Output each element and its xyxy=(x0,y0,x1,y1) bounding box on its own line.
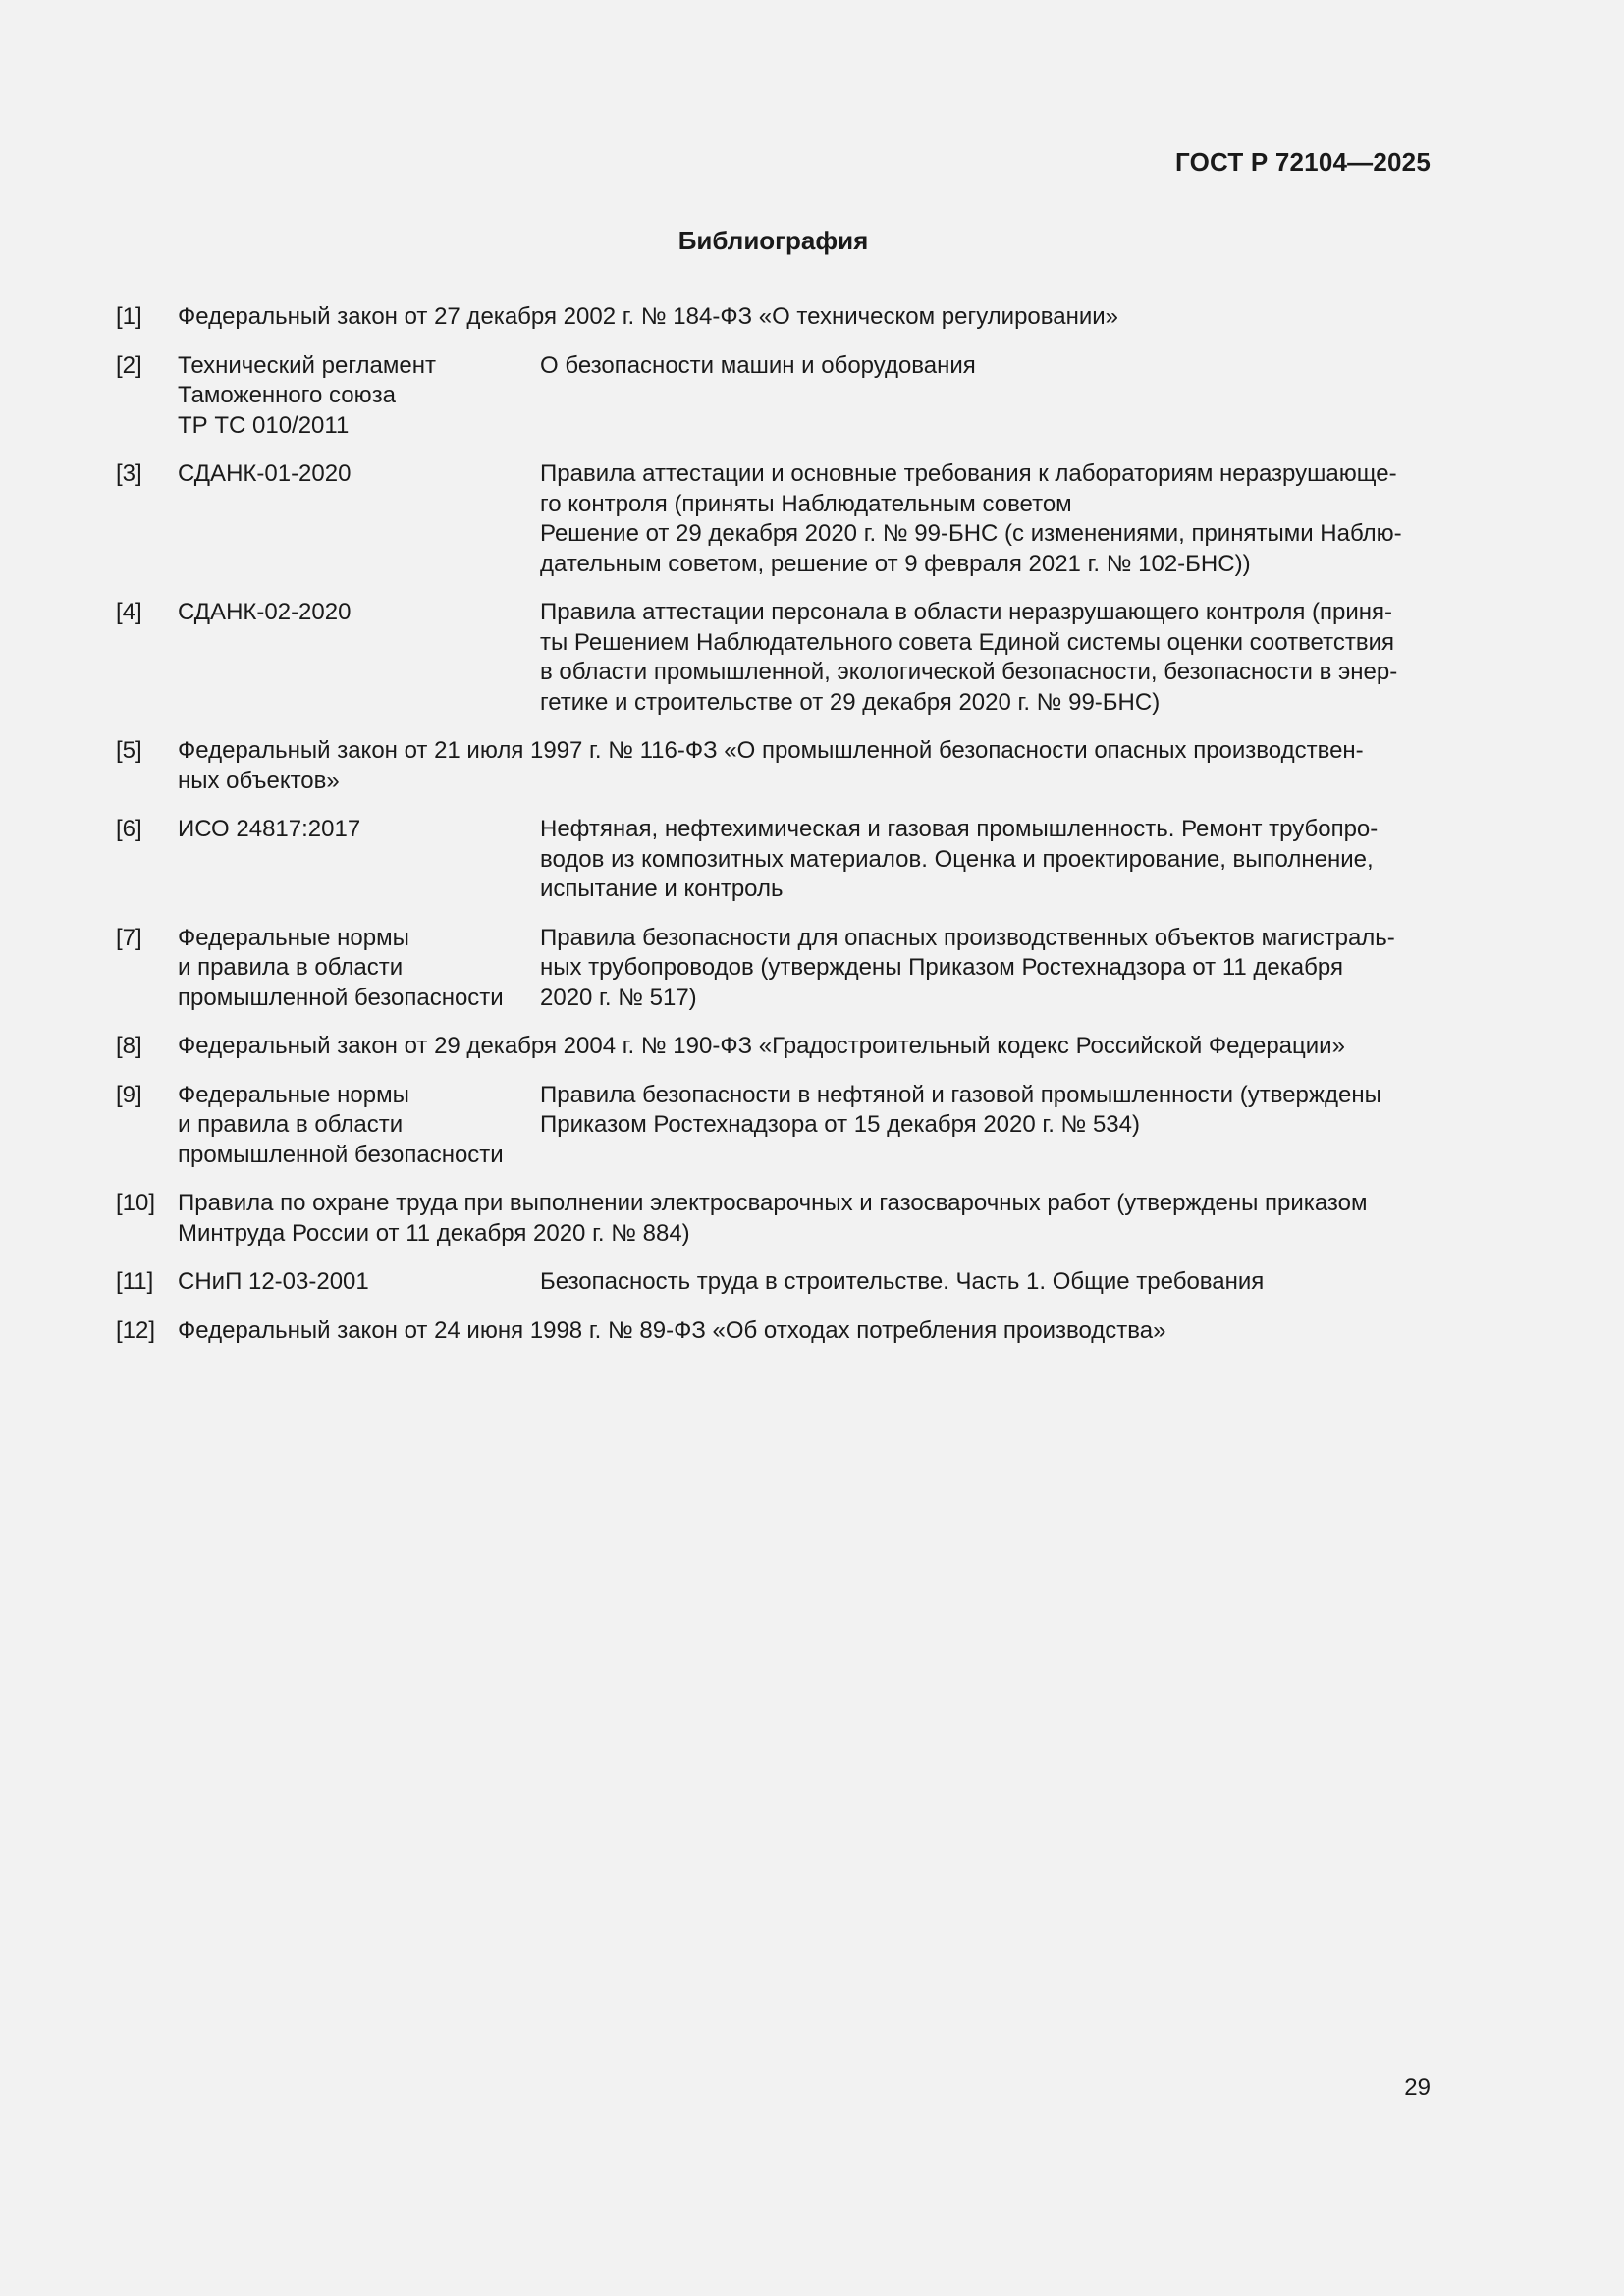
entry-text xyxy=(540,1081,1431,1171)
entry-text xyxy=(540,598,1431,718)
entry-text-line: 2020 г. № 517) xyxy=(540,984,697,1011)
entry-document-line: Таможенного союза xyxy=(178,382,396,408)
entry-text xyxy=(178,1316,1431,1347)
bibliography-entry-10 xyxy=(116,1189,1431,1249)
entry-text-line: Федеральный закон от 29 декабря 2004 г. № 190-ФЗ «Градостроительный кодекс Российской Федерации» xyxy=(178,1033,1345,1059)
entry-document-line: и правила в области xyxy=(178,1111,404,1138)
entry-number: [5] xyxy=(116,737,142,764)
entry-document-line: СДАНК-02-2020 xyxy=(178,599,352,625)
bibliography-entry-2 xyxy=(116,351,1431,442)
entry-text xyxy=(540,459,1431,579)
entry-document-line: Федеральные нормы xyxy=(178,924,409,951)
entry-document xyxy=(178,598,540,718)
entry-text xyxy=(540,815,1431,905)
entry-document xyxy=(178,1267,540,1298)
entry-document-line: промышленной безопасности xyxy=(178,984,504,1011)
entry-document-line: ИСО 24817:2017 xyxy=(178,816,361,842)
entry-document xyxy=(178,815,540,905)
bibliography-entry-11 xyxy=(116,1267,1431,1298)
standard-code-header: ГОСТ Р 72104—2025 xyxy=(1175,147,1431,177)
entry-text-line: Федеральный закон от 24 июня 1998 г. № 89-ФЗ «Об отходах потребления производства» xyxy=(178,1316,1166,1344)
entry-number: [4] xyxy=(116,599,142,625)
entry-text-line: Безопасность труда в строительстве. Часть 1. Общие требования xyxy=(540,1268,1265,1295)
entry-document-line: промышленной безопасности xyxy=(178,1141,504,1168)
bibliography-entry-5 xyxy=(116,736,1431,796)
entry-text-line: О безопасности машин и оборудования xyxy=(540,351,976,379)
bibliography-entry-6 xyxy=(116,815,1431,905)
entry-text-line: Правила аттестации персонала в области неразрушающего контроля (приня- xyxy=(540,599,1393,625)
entry-text-line: Федеральный закон от 21 июля 1997 г. № 116-ФЗ «О промышленной безопасности опасных производствен- xyxy=(178,737,1364,764)
entry-text-line: водов из композитных материалов. Оценка и проектирование, выполнение, xyxy=(540,845,1374,873)
entry-text-line: ных объектов» xyxy=(178,767,340,794)
entry-document-line: Федеральные нормы xyxy=(178,1081,409,1108)
bibliography-title: Библиография xyxy=(677,226,869,255)
entry-document xyxy=(178,351,540,442)
entry-document xyxy=(178,924,540,1014)
entry-text-line: го контроля (приняты Наблюдательным советом xyxy=(540,490,1072,517)
entry-text-line: Правила безопасности для опасных производственных объектов магистраль- xyxy=(540,924,1395,951)
entry-text-line: Решение от 29 декабря 2020 г. № 99-БНС (с изменениями, принятыми Наблю- xyxy=(540,520,1402,547)
entry-document xyxy=(178,1081,540,1171)
entry-text-line: Нефтяная, нефтехимическая и газовая промышленность. Ремонт трубопро- xyxy=(540,816,1379,842)
page-number: 29 xyxy=(1404,2074,1431,2101)
entry-document xyxy=(178,459,540,579)
entry-document-line: Технический регламент xyxy=(178,351,436,379)
entry-text xyxy=(178,736,1431,796)
entry-document-line: и правила в области xyxy=(178,954,404,981)
bibliography-list xyxy=(116,302,1431,1364)
entry-text xyxy=(178,1032,1431,1062)
entry-number: [6] xyxy=(116,816,142,842)
bibliography-entry-9 xyxy=(116,1081,1431,1171)
entry-text xyxy=(540,351,1431,442)
entry-text xyxy=(540,1267,1431,1298)
entry-text-line: гетике и строительстве от 29 декабря 2020 г. № 99-БНС) xyxy=(540,688,1161,716)
bibliography-entry-8 xyxy=(116,1032,1431,1062)
entry-text-line: испытание и контроль xyxy=(540,876,784,902)
entry-number: [3] xyxy=(116,460,142,487)
entry-text-line: Правила аттестации и основные требования к лабораториям неразрушающе- xyxy=(540,460,1397,487)
entry-number: [12] xyxy=(116,1316,156,1344)
entry-text-line: Правила безопасности в нефтяной и газовой промышленности (утверждены xyxy=(540,1081,1381,1108)
entry-text-line: дательным советом, решение от 9 февраля 2021 г. № 102-БНС)) xyxy=(540,550,1251,577)
entry-number: [10] xyxy=(116,1190,156,1216)
entry-text xyxy=(178,1189,1431,1249)
bibliography-entry-12 xyxy=(116,1316,1431,1347)
entry-text-line: Правила по охране труда при выполнении электросварочных и газосварочных работ (утверждены приказом xyxy=(178,1190,1368,1216)
entry-number: [7] xyxy=(116,924,142,951)
entry-text-line: в области промышленной, экологической безопасности, безопасности в энер- xyxy=(540,659,1398,685)
bibliography-entry-1 xyxy=(116,302,1431,333)
entry-text xyxy=(178,302,1431,333)
entry-document-line: СДАНК-01-2020 xyxy=(178,460,352,487)
entry-text-line: ных трубопроводов (утверждены Приказом Ростехнадзора от 11 декабря xyxy=(540,954,1343,981)
entry-number: [8] xyxy=(116,1033,142,1059)
entry-document-line: СНиП 12-03-2001 xyxy=(178,1268,369,1295)
entry-number: [11] xyxy=(116,1268,154,1295)
entry-text-line: Федеральный закон от 27 декабря 2002 г. № 184-ФЗ «О техническом регулировании» xyxy=(178,303,1119,330)
bibliography-entry-4 xyxy=(116,598,1431,718)
entry-text-line: Приказом Ростехнадзора от 15 декабря 2020 г. № 534) xyxy=(540,1111,1140,1138)
bibliography-entry-7 xyxy=(116,924,1431,1014)
entry-text xyxy=(540,924,1431,1014)
entry-number: [2] xyxy=(116,351,142,379)
entry-text-line: Минтруда России от 11 декабря 2020 г. № 884) xyxy=(178,1219,690,1247)
entry-number: [9] xyxy=(116,1081,142,1108)
entry-document-line: ТР ТС 010/2011 xyxy=(178,411,350,439)
entry-text-line: ты Решением Наблюдательного совета Единой системы оценки соответствия xyxy=(540,628,1394,656)
entry-number: [1] xyxy=(116,303,142,330)
bibliography-entry-3 xyxy=(116,459,1431,579)
